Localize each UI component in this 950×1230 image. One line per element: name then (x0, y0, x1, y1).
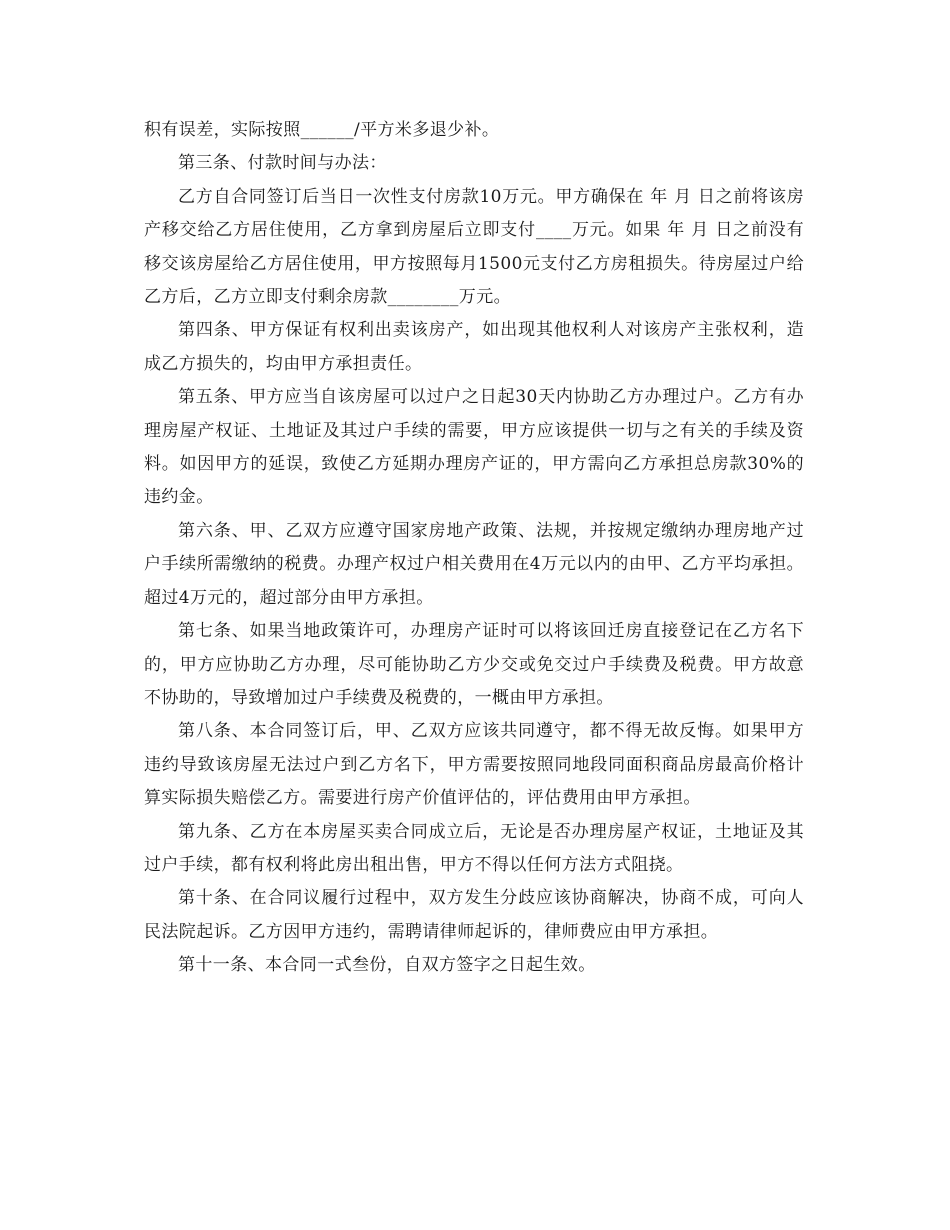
paragraph-clause-4: 第四条、甲方保证有权利出卖该房产，如出现其他权利人对该房产主张权利，造成乙方损失的，均由甲方承担责任。 (144, 320, 804, 374)
paragraph-clause-5: 第五条、甲方应当自该房屋可以过户之日起30天内协助乙方办理过户。乙方有办理房屋产权证、土地证及其过户手续的需要，甲方应该提供一切与之有关的手续及资料。如因甲方的延误，致使乙方延期办理房产证的，甲方需向乙方承担总房款30%的违约金。 (144, 387, 804, 508)
contract-body (144, 114, 804, 983)
paragraph-clause-8: 第八条、本合同签订后，甲、乙双方应该共同遵守，都不得无故反悔。如果甲方违约导致该房屋无法过户到乙方名下，甲方需要按照同地段同面积商品房最高价格计算实际损失赔偿乙方。需要进行房产价值评估的，评估费用由甲方承担。 (144, 721, 804, 809)
paragraph-clause-9: 第九条、乙方在本房屋买卖合同成立后，无论是否办理房屋产权证，土地证及其过户手续，都有权利将此房出租出售，甲方不得以任何方法方式阻挠。 (144, 821, 804, 875)
paragraph-payment-terms: 乙方自合同签订后当日一次性支付房款10万元。甲方确保在 年 月 日之前将该房产移交给乙方居住使用，乙方拿到房屋后立即支付____万元。如果 年 月 日之前没有移交该房屋给乙方居住使用，甲方按照每月1500元支付乙方房租损失。待房屋过户给乙方后，乙方立即支付剩余房款________万元。 (144, 186, 804, 308)
paragraph-clause-10: 第十条、在合同议履行过程中，双方发生分歧应该协商解决，协商不成，可向人民法院起诉。乙方因甲方违约，需聘请律师起诉的，律师费应由甲方承担。 (144, 888, 804, 942)
paragraph-clause-6: 第六条、甲、乙双方应遵守国家房地产政策、法规，并按规定缴纳办理房地产过户手续所需缴纳的税费。办理产权过户相关费用在4万元以内的由甲、乙方平均承担。超过4万元的，超过部分由甲方承担。 (144, 520, 804, 608)
paragraph-clause-11: 第十一条、本合同一式叁份，自双方签字之日起生效。 (178, 955, 596, 976)
paragraph-clause-3-heading: 第三条、付款时间与办法： (178, 153, 387, 174)
paragraph-area-clause-end: 积有误差，实际按照______/平方米多退少补。 (144, 120, 500, 140)
paragraph-clause-7: 第七条、如果当地政策许可，办理房产证时可以将该回迁房直接登记在乙方名下的，甲方应协助乙方办理，尽可能协助乙方少交或免交过户手续费及税费。甲方故意不协助的，导致增加过户手续费及税费的，一概由甲方承担。 (144, 621, 804, 708)
